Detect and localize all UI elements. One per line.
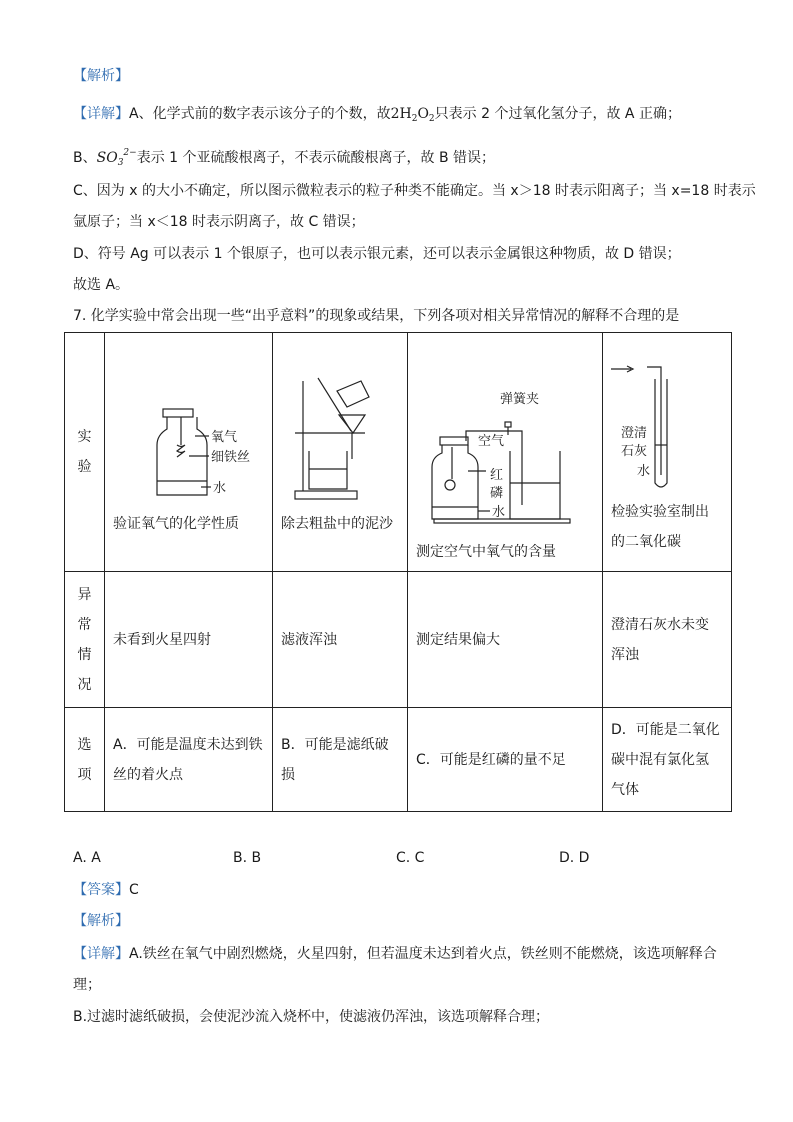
detail-a-pre: A、化学式前的数字表示该分子的个数，故 (129, 106, 391, 122)
caption-co2: 检验实验室制出 的二氧化碳 (611, 504, 709, 550)
question-stem: 7. 化学实验中常会出现一些“出乎意料”的现象或结果，下列各项对相关异常情况的解释不合理的是 (73, 308, 680, 324)
answer-label: 【答案】 (73, 882, 129, 898)
question-table (64, 332, 732, 812)
answer-detail-2: 理； (73, 977, 101, 993)
label-phosphorus: 磷 (490, 486, 504, 501)
conclusion: 故选 A。 (73, 277, 130, 293)
anomaly-a: 未看到火星四射 (105, 572, 273, 708)
detail-a-post: 只表示 2 个过氧化氢分子，故 A 正确； (434, 106, 681, 122)
answer-detail-3: B.过滤时滤纸破损，会使泥沙流入烧杯中，使滤液仍浑浊，该选项解释合理； (73, 1009, 550, 1025)
option-row (65, 708, 732, 812)
row-header-experiment: 实 验 (65, 333, 105, 572)
anomaly-c: 测定结果偏大 (408, 572, 603, 708)
label-red: 红 (490, 468, 504, 483)
label-air: 空气 (478, 434, 505, 449)
anomaly-b: 滤液浑浊 (273, 572, 408, 708)
detail-c-2: 氩原子；当 x＜18 时表示阴离子，故 C 错误； (73, 214, 365, 230)
detail-b: B、$SO_3^{2-}$表示 1 个亚硫酸根离子，不表示硫酸根离子，故 B 错误； (73, 148, 496, 168)
experiment-row (65, 333, 732, 572)
anomaly-row (65, 572, 732, 708)
answer-detail-label: 【详解】 (73, 946, 129, 962)
detail-d: D、符号 Ag 可以表示 1 个银原子，也可以表示银元素，还可以表示金属银这种物质，故 D 错误； (73, 246, 681, 262)
label-clamp: 弹簧夹 (500, 392, 540, 407)
row-header-anomaly: 异 常 情 况 (65, 572, 105, 708)
caption-filter: 除去粗盐中的泥沙 (281, 516, 393, 532)
option-a: A．可能是温度未达到铁 丝的着火点 (105, 708, 273, 812)
label-limewater-1: 澄清 (621, 426, 648, 441)
choice-d: D. D (559, 850, 590, 866)
detail-a (73, 104, 681, 129)
label-water-1: 水 (213, 481, 227, 496)
label-limewater-2: 石灰 (621, 444, 648, 459)
air-oxygen-apparatus-figure (408, 333, 602, 571)
choice-b: B. B (233, 850, 262, 866)
label-water-2: 水 (492, 505, 506, 520)
anomaly-d: 澄清石灰水未变 浑浊 (603, 572, 732, 708)
choice-c: C. C (396, 850, 425, 866)
answer-line (73, 880, 139, 900)
experiment-filter (273, 333, 408, 572)
formula-so3: $SO_3^{2-}$ (96, 148, 137, 168)
caption-air: 测定空气中氧气的含量 (416, 544, 556, 560)
experiment-air (408, 333, 603, 572)
option-b: B．可能是滤纸破损 (273, 708, 408, 812)
experiment-iron (105, 333, 273, 572)
option-c: C．可能是红磷的量不足 (408, 708, 603, 812)
choice-a: A. A (73, 850, 101, 866)
formula-h2o2: $2H_2O_2$ (390, 106, 435, 124)
caption-iron: 验证氧气的化学性质 (113, 516, 239, 532)
answer-detail-1: 【详解】A.铁丝在氧气中剧烈燃烧，火星四射，但若温度未达到着火点，铁丝则不能燃烧，该选项解释合 (73, 946, 717, 962)
experiment-co2 (603, 333, 732, 572)
label-iron-wire: 细铁丝 (211, 450, 251, 465)
answer-value: C (129, 882, 139, 898)
label-limewater-3: 水 (637, 464, 651, 479)
detail-c-1: C、因为 x 的大小不确定，所以图示微粒表示的粒子种类不能确定。当 x＞18 时表示阳离子；当 x=18 时表示 (73, 183, 756, 199)
option-d: D．可能是二氧化 碳中混有氯化氢 气体 (603, 708, 732, 812)
jiexi-label: 【解析】 (73, 68, 129, 84)
answer-jiexi-label: 【解析】 (73, 913, 129, 929)
label-oxygen: 氧气 (211, 430, 238, 445)
row-header-option: 选 项 (65, 708, 105, 812)
detail-label: 【详解】 (73, 106, 129, 122)
